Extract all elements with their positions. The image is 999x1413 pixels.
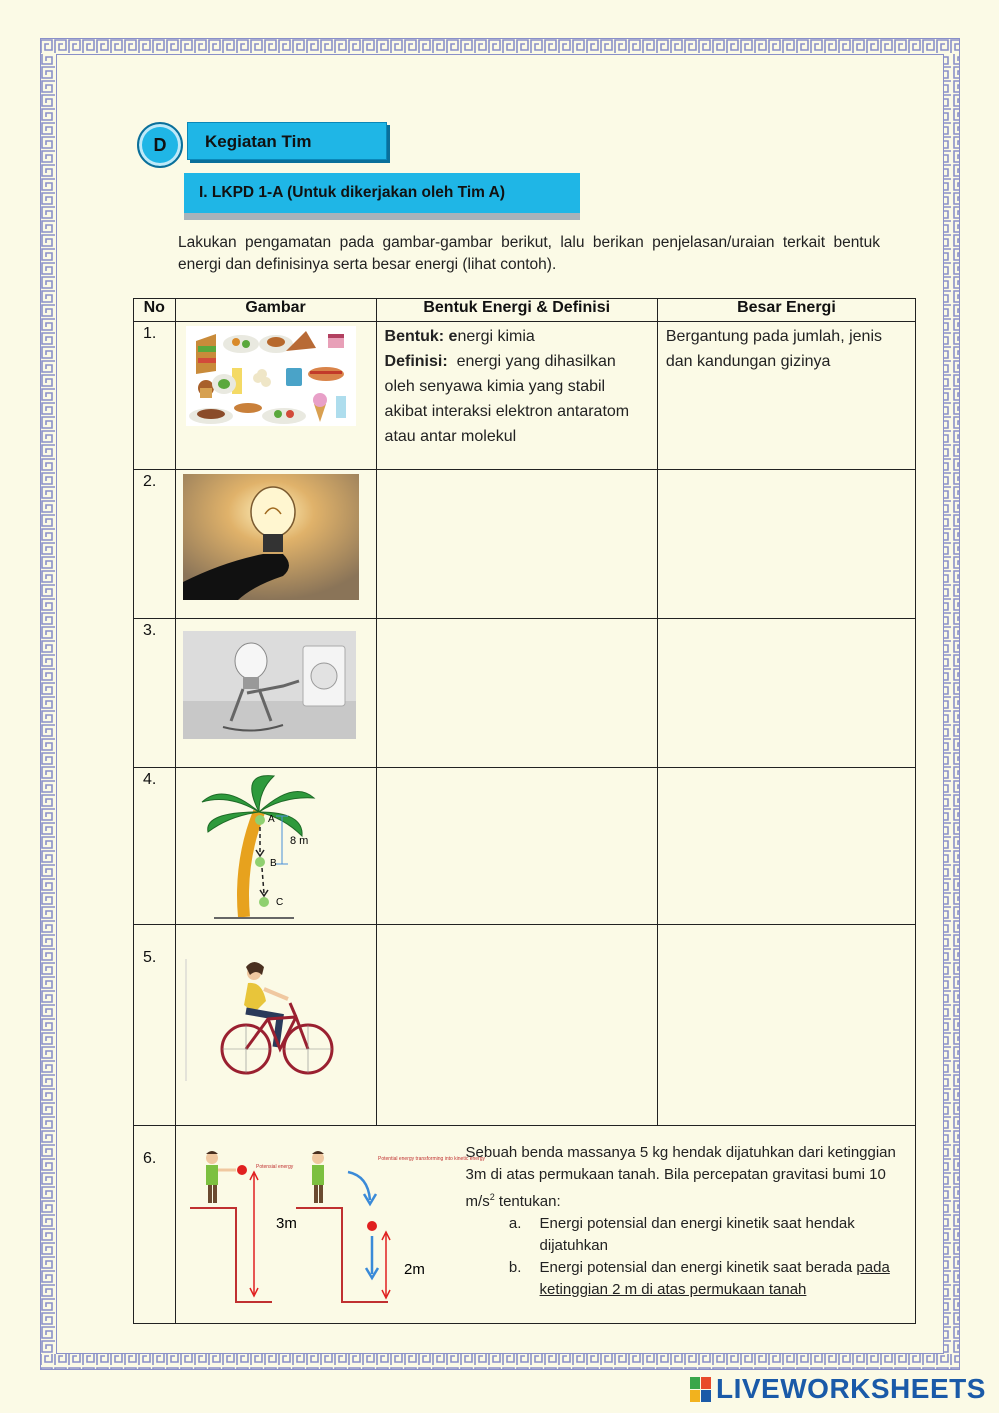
section-badge: D xyxy=(137,122,183,168)
section-title: Kegiatan Tim xyxy=(205,132,312,151)
question-intro-suffix: tentukan: xyxy=(494,1193,561,1210)
falling-object-diagram xyxy=(182,1148,485,1308)
question-items xyxy=(466,1213,906,1301)
woman-cycling-image xyxy=(184,955,374,1125)
picture-cell xyxy=(175,925,376,1126)
worksheet-table xyxy=(133,298,916,1324)
transform-note: Potential energy transforming into kinetic energy xyxy=(377,1156,485,1162)
liveworksheets-logo-icon xyxy=(690,1377,712,1403)
height-3m-label: 3m xyxy=(275,1215,297,1232)
question-intro xyxy=(466,1142,906,1213)
picture-cell xyxy=(175,768,376,925)
header-bentuk: Bentuk Energi & Definisi xyxy=(376,299,657,322)
row-number: 4. xyxy=(134,768,176,925)
picture-cell xyxy=(175,322,376,470)
question-intro-text: Sebuah benda massanya 5 kg hendak dijatuhkan dari ketinggian 3m di atas permukaan tanah. Bila percepatan gravitasi bumi 10 m/s xyxy=(465,1144,896,1210)
liveworksheets-brand: LIVEWORKSHEETS xyxy=(716,1373,986,1404)
bulb-robot-plug-image xyxy=(183,631,363,746)
bentuk-value: nergi kimia xyxy=(457,328,535,345)
table-row xyxy=(134,1126,916,1324)
picture-cell xyxy=(175,470,376,619)
question-text xyxy=(466,1142,906,1301)
energy-amount-cell[interactable] xyxy=(657,470,915,619)
pe-note: Potensial energy xyxy=(255,1164,293,1170)
question-item-b-underlined: pada ketinggian 2 m di atas permukaan tanah xyxy=(539,1259,890,1298)
question-item-a: a. Energi potensial dan energi kinetik saat hendak dijatuhkan xyxy=(526,1213,906,1257)
table-row xyxy=(134,925,916,1126)
definisi-value: energi yang dihasilkan oleh senyawa kimia yang stabil akibat interaksi elektron antaratom atau antar molekul xyxy=(384,353,630,445)
question-item-b xyxy=(526,1257,906,1301)
energy-form-cell xyxy=(376,322,657,470)
energy-amount-cell[interactable] xyxy=(657,925,915,1126)
instruction-text: Lakukan pengamatan pada gambar-gambar berikut, lalu berikan penjelasan/uraian terkait bentuk energi dan definisinya serta besar energi (lihat contoh). xyxy=(178,234,880,273)
row-number: 5. xyxy=(134,925,176,1126)
section-title-bar xyxy=(187,122,387,160)
question-superscript: 2 xyxy=(489,1192,495,1202)
subsection-title-bar xyxy=(184,173,580,213)
header-no: No xyxy=(134,299,176,322)
question-item-b-text: Energi potensial dan energi kinetik saat berada xyxy=(539,1259,857,1276)
point-c-label: C xyxy=(275,897,283,908)
picture-cell xyxy=(175,619,376,768)
problem-cell xyxy=(175,1126,915,1324)
energy-form-cell[interactable] xyxy=(376,619,657,768)
energy-form-cell[interactable] xyxy=(376,470,657,619)
header-besar: Besar Energi xyxy=(657,299,915,322)
row-number: 3. xyxy=(134,619,176,768)
table-row xyxy=(134,322,916,470)
header-gambar: Gambar xyxy=(175,299,376,322)
energy-form-cell[interactable] xyxy=(376,768,657,925)
energy-form-cell[interactable] xyxy=(376,925,657,1126)
height-2m-label: 2m xyxy=(403,1261,425,1278)
coconut-tree-image xyxy=(184,772,374,922)
energy-amount-cell: Bergantung pada jumlah, jenis dan kandungan gizinya xyxy=(657,322,915,470)
row-number: 6. xyxy=(134,1126,176,1324)
table-header-row xyxy=(134,299,916,322)
table-row xyxy=(134,768,916,925)
food-collage-image xyxy=(186,326,376,436)
definisi-label: Definisi: xyxy=(384,353,448,370)
bentuk-label: Bentuk: e xyxy=(384,328,458,345)
light-bulb-image xyxy=(183,474,363,604)
point-b-label: B xyxy=(269,858,277,869)
table-row xyxy=(134,619,916,768)
energy-amount-cell[interactable] xyxy=(657,768,915,925)
row-number: 2. xyxy=(134,470,176,619)
liveworksheets-footer[interactable] xyxy=(690,1373,990,1405)
row-number: 1. xyxy=(134,322,176,470)
energy-amount-cell[interactable] xyxy=(657,619,915,768)
subsection-underline xyxy=(184,213,580,220)
point-a-label: A xyxy=(267,814,275,825)
subsection-title: I. LKPD 1-A (Untuk dikerjakan oleh Tim A) xyxy=(199,184,506,201)
height-label: 8 m xyxy=(289,835,308,847)
table-row xyxy=(134,470,916,619)
